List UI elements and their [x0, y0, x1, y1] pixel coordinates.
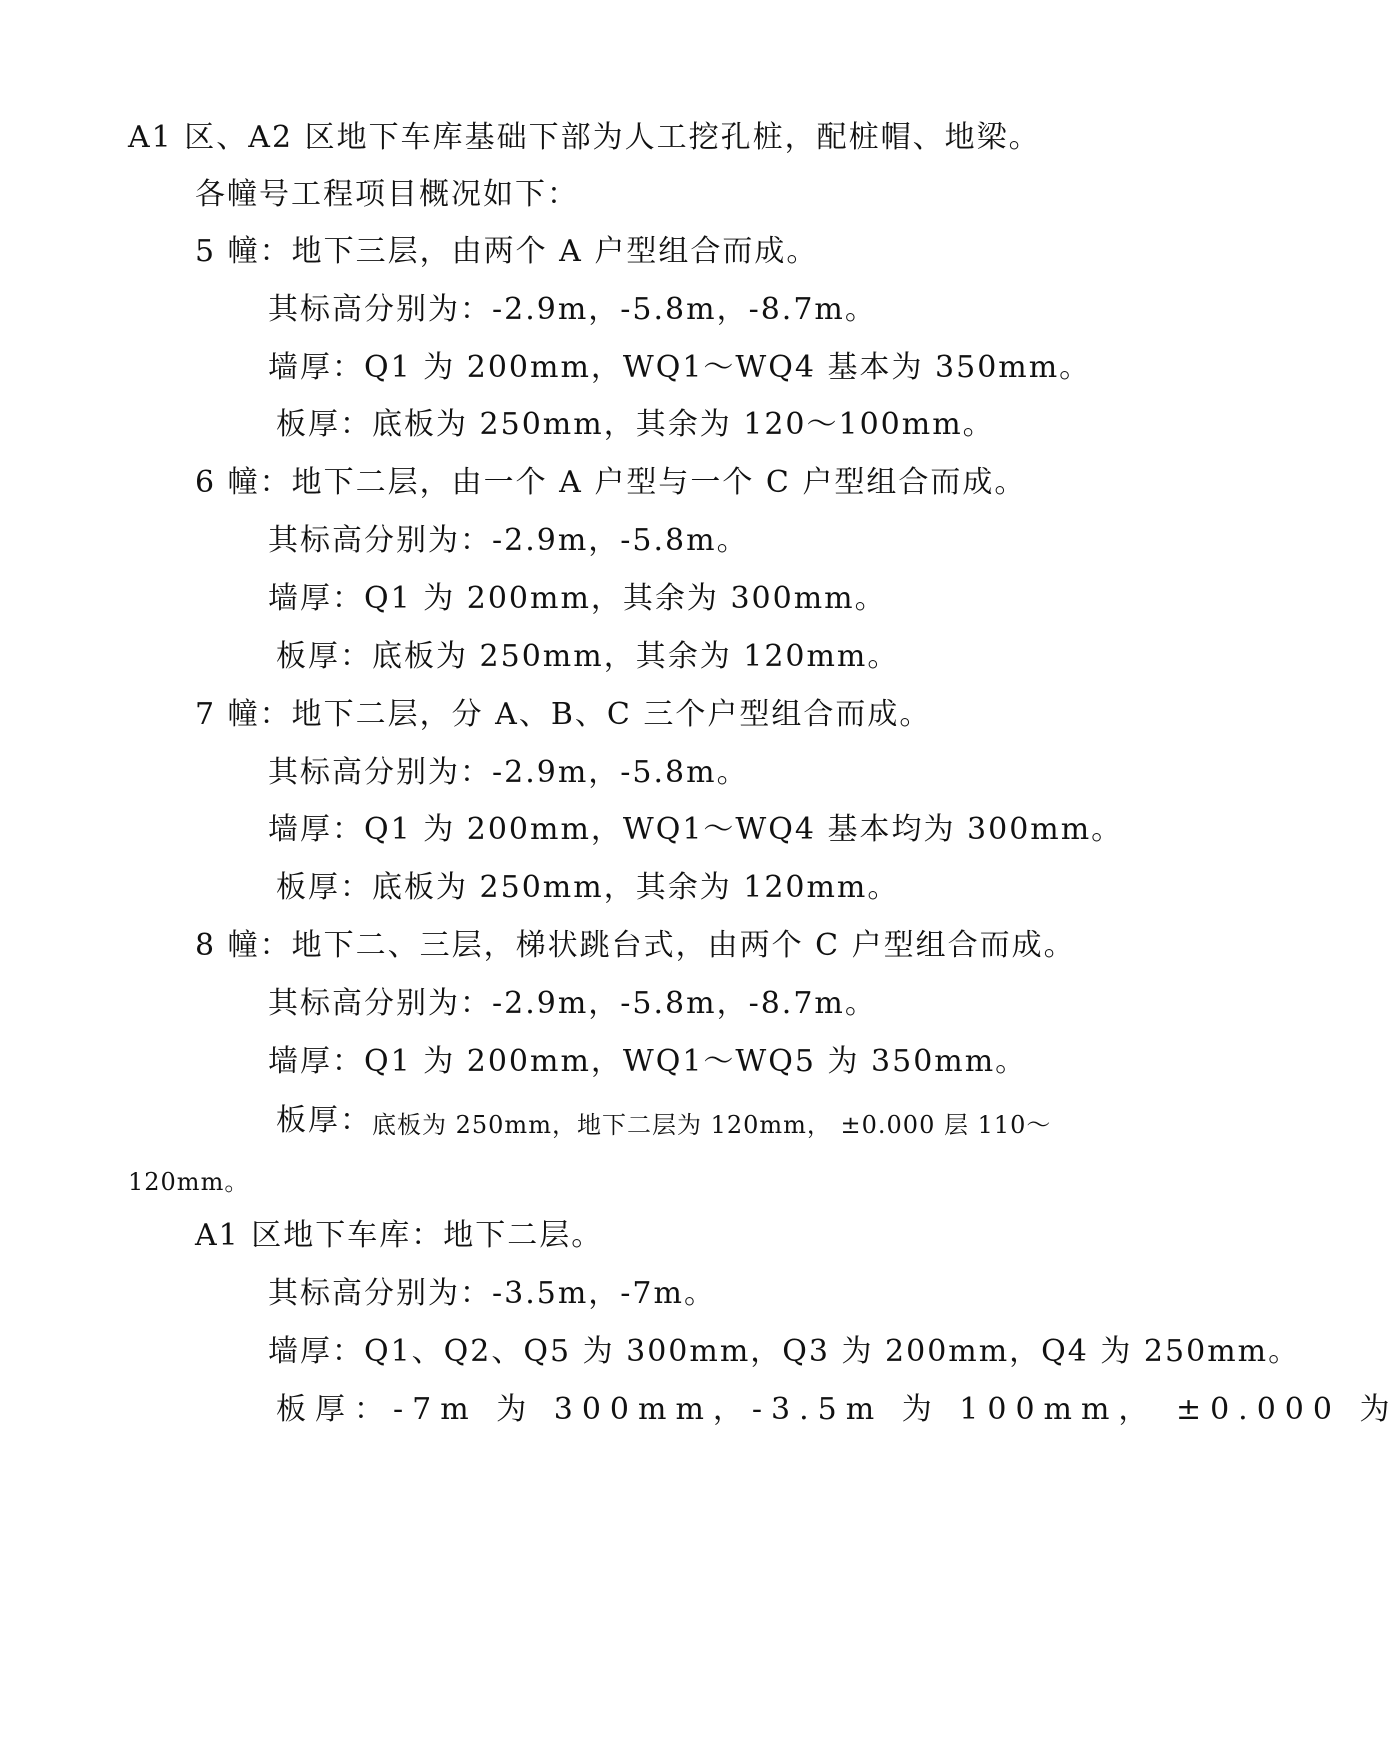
text-line-a1-wall: 墙厚：Q1、Q2、Q5 为 300mm，Q3 为 200mm，Q4 为 250mm。 [268, 1334, 1301, 1369]
text-line-b8-elevation: 其标高分别为：-2.9m，-5.8m，-8.7m。 [268, 986, 877, 1021]
text-line-b5-slab: 板厚：底板为 250mm，其余为 120～100mm。 [276, 407, 995, 442]
text-line-overview: 各幢号工程项目概况如下： [195, 177, 579, 212]
text-line-b8-slab-detail: 底板为 250mm，地下二层为 120mm， ±0.000 层 110～ [372, 1111, 1052, 1139]
text-line-building-6: 6 幢：地下二层，由一个 A 户型与一个 C 户型组合而成。 [195, 465, 1027, 500]
text-line-b8-slab-continued: 120mm。 [128, 1168, 250, 1196]
text-line-b5-elevation: 其标高分别为：-2.9m，-5.8m，-8.7m。 [268, 292, 877, 327]
text-line-a1-garage: A1 区地下车库：地下二层。 [195, 1218, 604, 1253]
text-line-a1-slab: 板厚：-7m 为 300mm，-3.5m 为 100mm， ±0.000 为 [276, 1392, 1399, 1427]
text-line-a1-elevation: 其标高分别为：-3.5m，-7m。 [268, 1276, 716, 1311]
text-line-building-8: 8 幢：地下二、三层，梯状跳台式，由两个 C 户型组合而成。 [195, 928, 1076, 963]
text-line-b8-slab-label: 板厚： [276, 1103, 372, 1138]
text-line-b8-wall: 墙厚：Q1 为 200mm，WQ1～WQ5 为 350mm。 [268, 1044, 1028, 1079]
text-line-intro: A1 区、A2 区地下车库基础下部为人工挖孔桩，配桩帽、地梁。 [128, 120, 1041, 155]
text-line-b5-wall: 墙厚：Q1 为 200mm，WQ1～WQ4 基本为 350mm。 [268, 350, 1092, 385]
text-line-b6-wall: 墙厚：Q1 为 200mm，其余为 300mm。 [268, 581, 887, 616]
text-line-b6-slab: 板厚：底板为 250mm，其余为 120mm。 [276, 639, 900, 674]
text-line-b7-elevation: 其标高分别为：-2.9m，-5.8m。 [268, 755, 749, 790]
text-line-building-7: 7 幢：地下二层，分 A、B、C 三个户型组合而成。 [195, 697, 932, 732]
text-line-b6-elevation: 其标高分别为：-2.9m，-5.8m。 [268, 523, 749, 558]
text-line-b7-slab: 板厚：底板为 250mm，其余为 120mm。 [276, 870, 900, 905]
text-line-building-5: 5 幢：地下三层，由两个 A 户型组合而成。 [195, 234, 819, 269]
text-line-b7-wall: 墙厚：Q1 为 200mm，WQ1～WQ4 基本均为 300mm。 [268, 812, 1124, 847]
